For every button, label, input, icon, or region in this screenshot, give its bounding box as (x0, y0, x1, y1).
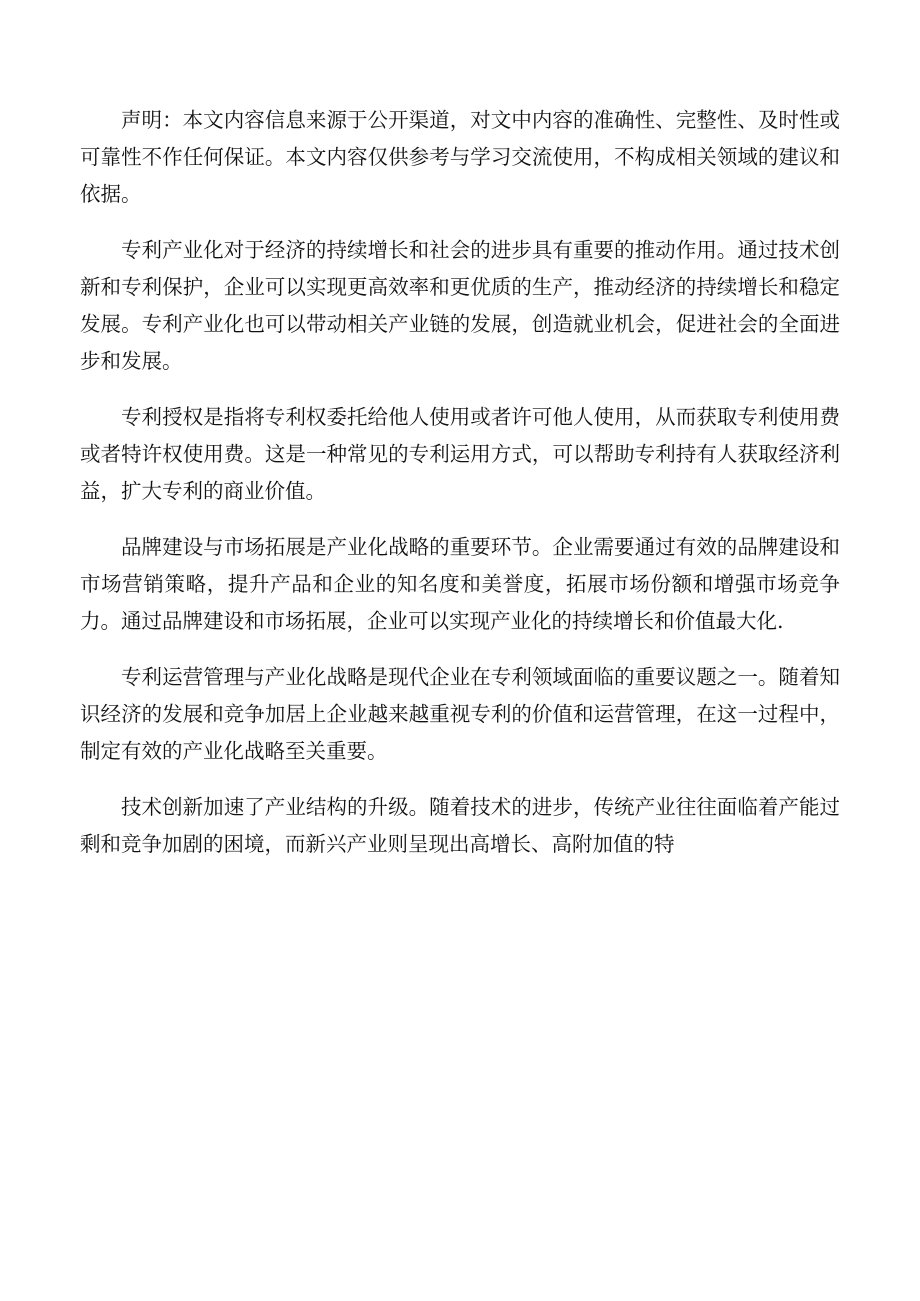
disclaimer-paragraph: 声明：本文内容信息来源于公开渠道，对文中内容的准确性、完整性、及时性或可靠性不作任何保证。本文内容仅供参考与学习交流使用，不构成相关领域的建议和依据。 (80, 108, 840, 206)
body-paragraph: 专利授权是指将专利权委托给他人使用或者许可他人使用，从而获取专利使用费或者特许权使用费。这是一种常见的专利运用方式，可以帮助专利持有人获取经济利益，扩大专利的商业价值。 (80, 405, 840, 503)
body-paragraph: 品牌建设与市场拓展是产业化战略的重要环节。企业需要通过有效的品牌建设和市场营销策略，提升产品和企业的知名度和美誉度，拓展市场份额和增强市场竞争力。通过品牌建设和市场拓展，企业可以实现产业化的持续增长和价值最大化. (80, 535, 840, 633)
body-paragraph: 专利产业化对于经济的持续增长和社会的进步具有重要的推动作用。通过技术创新和专利保护，企业可以实现更高效率和更优质的生产，推动经济的持续增长和稳定发展。专利产业化也可以带动相关产业链的发展，创造就业机会，促进社会的全面进步和发展。 (80, 238, 840, 373)
document-body (80, 102, 840, 882)
body-paragraph: 专利运营管理与产业化战略是现代企业在专利领域面临的重要议题之一。随着知识经济的发展和竞争加居上企业越来越重视专利的价值和运营管理，在这一过程中，制定有效的产业化战略至关重要。 (80, 665, 840, 763)
body-paragraph: 技术创新加速了产业结构的升级。随着技术的进步，传统产业往往面临着产能过剩和竞争加剧的困境，而新兴产业则呈现出高增长、高附加值的特 (80, 795, 840, 856)
